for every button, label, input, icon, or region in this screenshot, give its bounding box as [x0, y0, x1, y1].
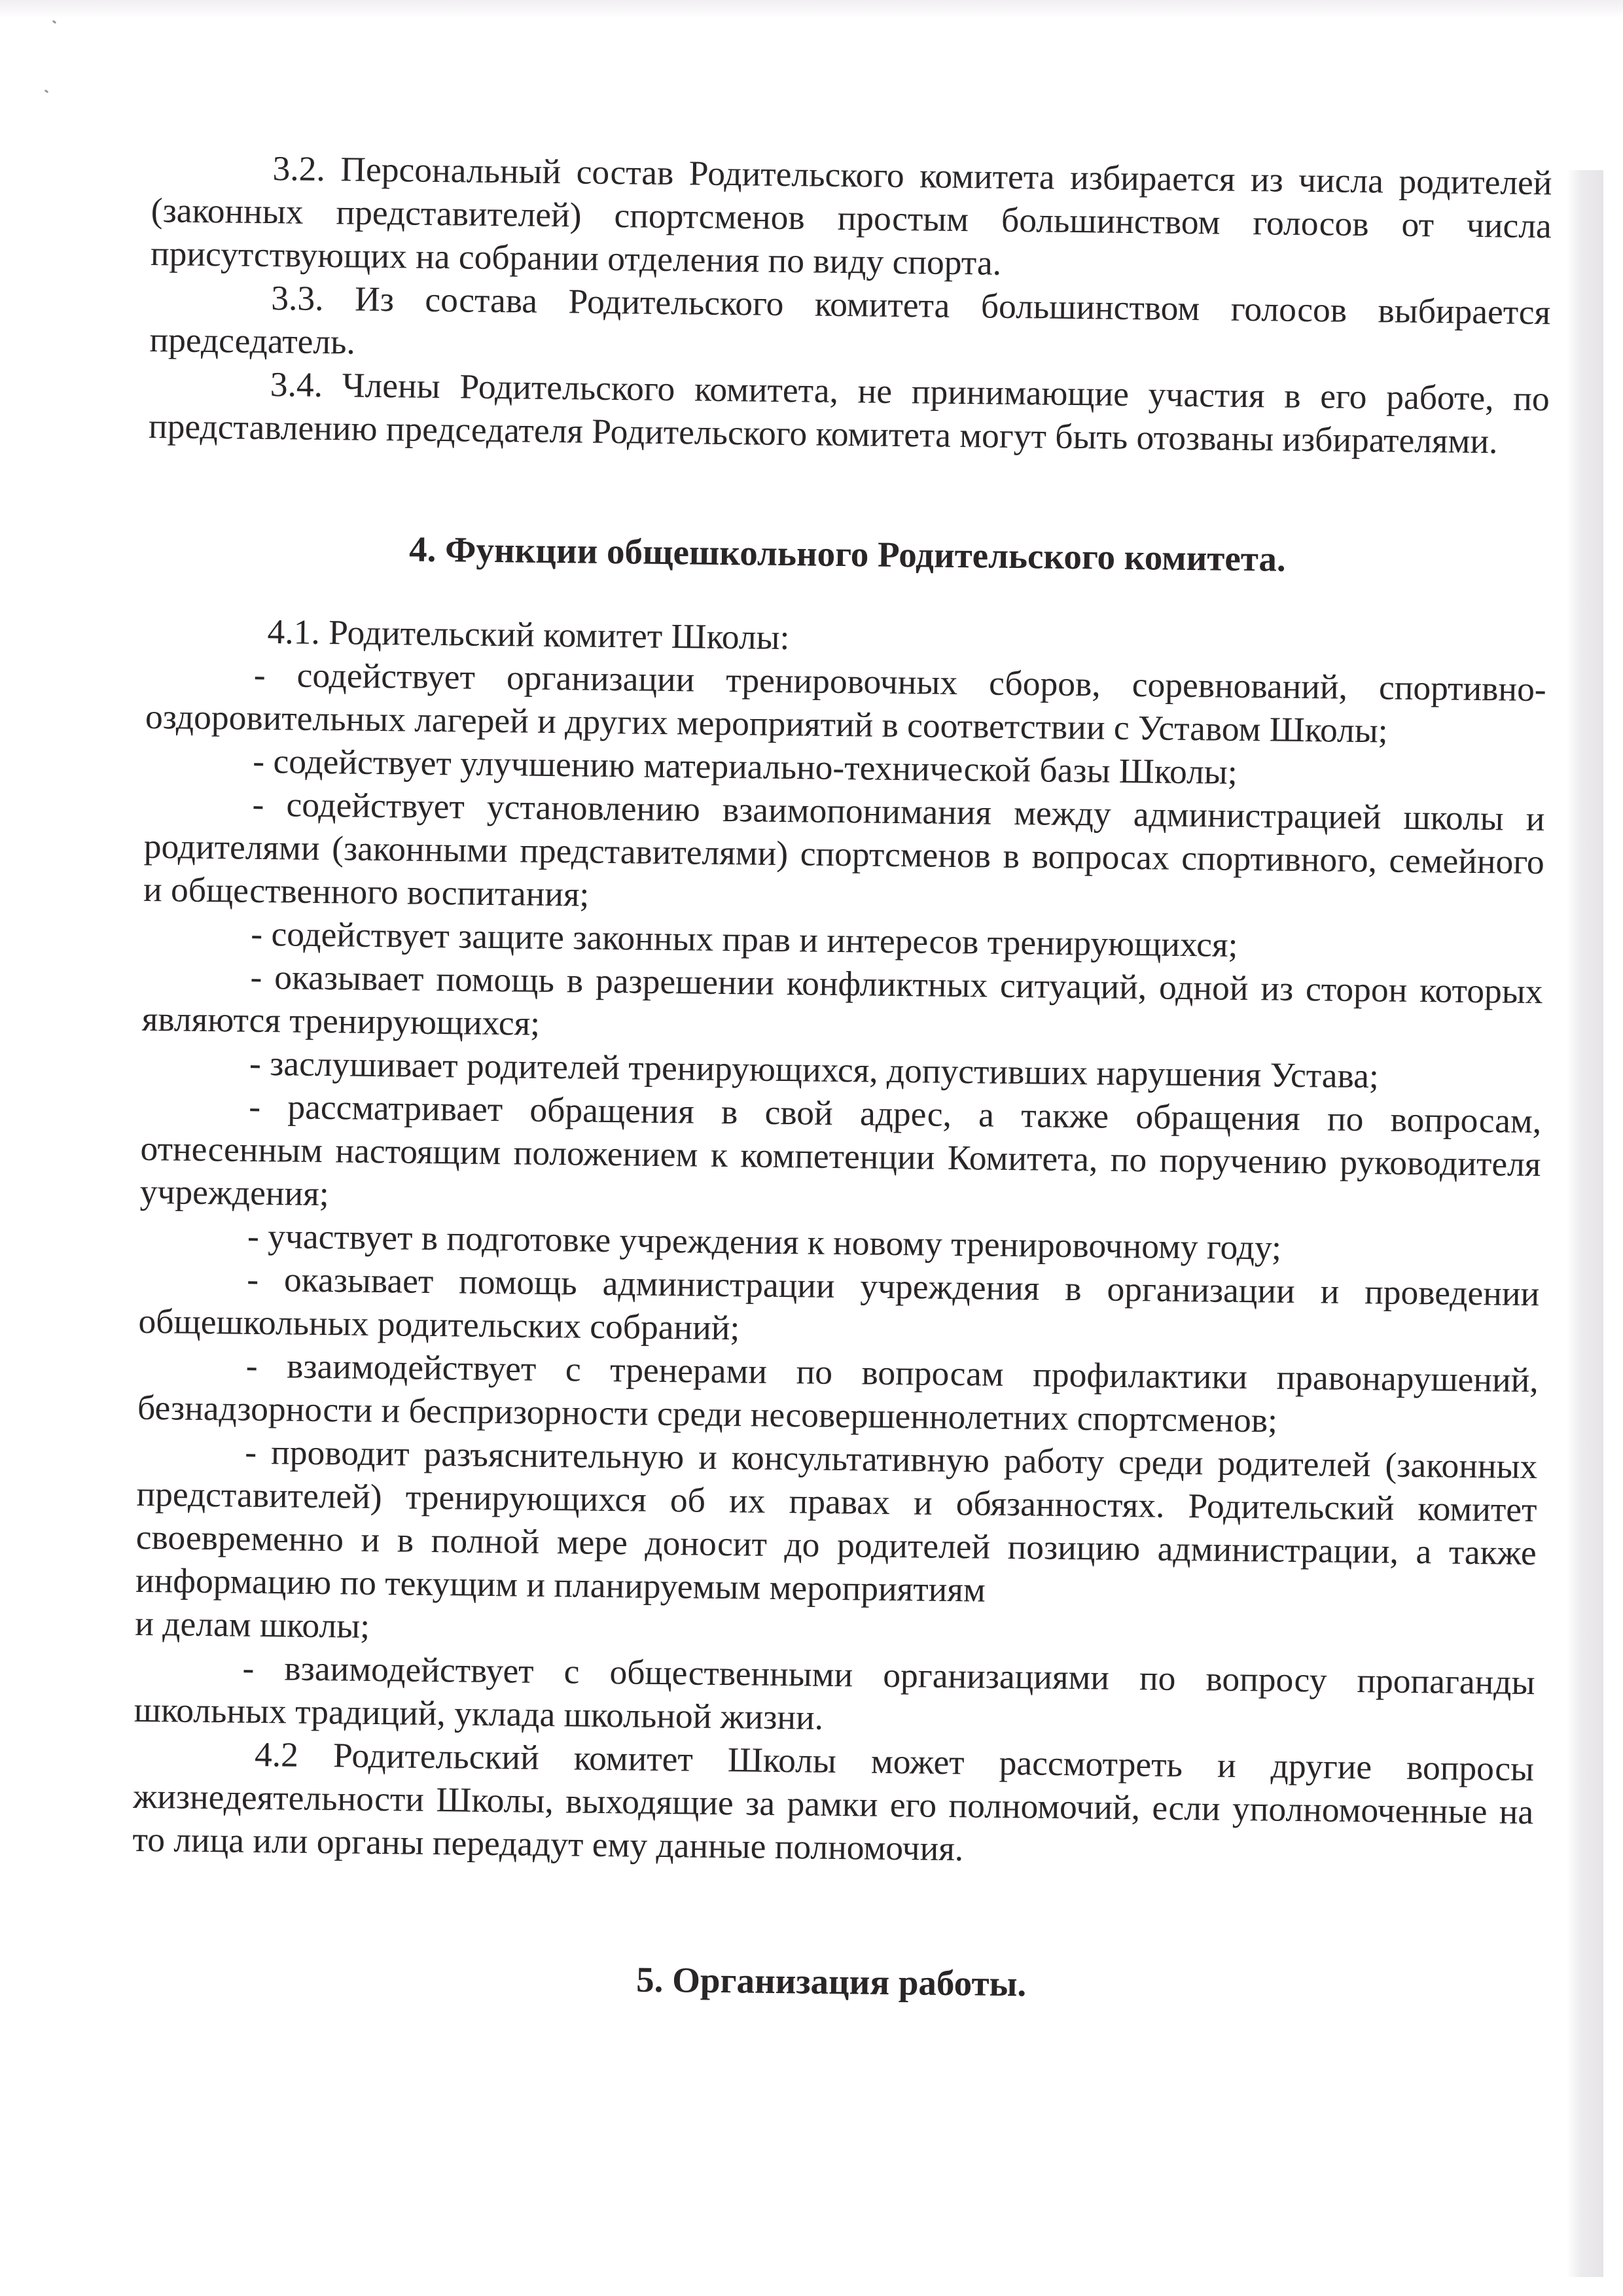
list-item: - содействует организации тренировочных сборов, соревнований, спортивно-оздоровительных лагерей и других мероприятий в соответствии с Уставом Школы; [145, 654, 1547, 751]
scan-edge-right [1567, 170, 1603, 2277]
list-item: - содействует улучшению материально-технической базы Школы; [252, 741, 1238, 792]
paragraph-4-2: 4.2 Родительский комитет Школы может рассмотреть и другие вопросы жизнедеятельности Школы, выходящие за рамки его полномочий, если уполномоченные на то лица или органы передадут ему данные полномочия. [132, 1734, 1535, 1869]
list-item: - взаимодействует с общественными организациями по вопросу пропаганды школьных традиций, уклада школьной жизни. [134, 1648, 1535, 1737]
list-item: - содействует установлению взаимопонимания между администрацией школы и родителями (законными представителями) спортсменов в вопросах спортивного, семейного и общественного воспитания; [143, 784, 1545, 914]
section-4-heading: 4. Функции общешкольного Родительского комитета. [408, 529, 1287, 579]
paragraph-4-1-intro: 4.1. Родительский комитет Школы: [267, 612, 790, 658]
scan-speck [45, 90, 49, 94]
list-item: - взаимодействует с тренерами по вопросам профилактики правонарушений, безнадзорности и беспризорности среди несовершеннолетних спортсменов; [137, 1345, 1539, 1440]
list-item: - проводит разъяснительную и консультативную работу среди родителей (законных представителей) тренирующихся об их правах и обязанностях. Родительский комитет своевременно и в полной мере доносит до родителей позицию администрации, а также информацию по текущим и планируемым мероприятиям [135, 1432, 1538, 1610]
list-item: - оказывает помощь в разрешении конфликтных ситуаций, одной из сторон которых являются тренирующихся; [141, 957, 1543, 1043]
scan-edge-top [0, 0, 1623, 18]
scan-speck [52, 20, 57, 24]
paragraph-3-3: 3.3. Из состава Родительского комитета большинством голосов выбирается председатель. [149, 278, 1551, 362]
list-item: - участвует в подготовке учреждения к новому тренировочному году; [247, 1216, 1282, 1267]
section-5-heading: 5. Организация работы. [635, 1959, 1027, 2004]
list-item: - рассматривает обращения в свой адрес, а также обращения по вопросам, отнесенным настоящим положением к компетенции Комитета, по поручению руководителя учреждения; [139, 1086, 1542, 1214]
paragraph-3-4: 3.4. Члены Родительского комитета, не принимающие участия в его работе, по представлению председателя Родительского комитета могут быть отозваны избирателями. [148, 364, 1550, 461]
paragraph-3-2: 3.2. Персональный состав Родительского комитета избирается из числа родителей (законных представителей) спортсменов простым большинством голосов от числа присутствующих на собрании отделения по виду спорта. [150, 149, 1552, 283]
list-item: - заслушивает родителей тренирующихся, допустивших нарушения Устава; [249, 1043, 1380, 1096]
list-item: - содействует защите законных прав и интересов тренирующихся; [251, 913, 1238, 964]
spacer [132, 1861, 1533, 1968]
list-item: - оказывает помощь администрации учреждения в организации и проведении общешкольных родительских собраний; [138, 1259, 1540, 1348]
document-page [131, 145, 1552, 2011]
list-item-continuation: и делам школы; [135, 1603, 370, 1646]
